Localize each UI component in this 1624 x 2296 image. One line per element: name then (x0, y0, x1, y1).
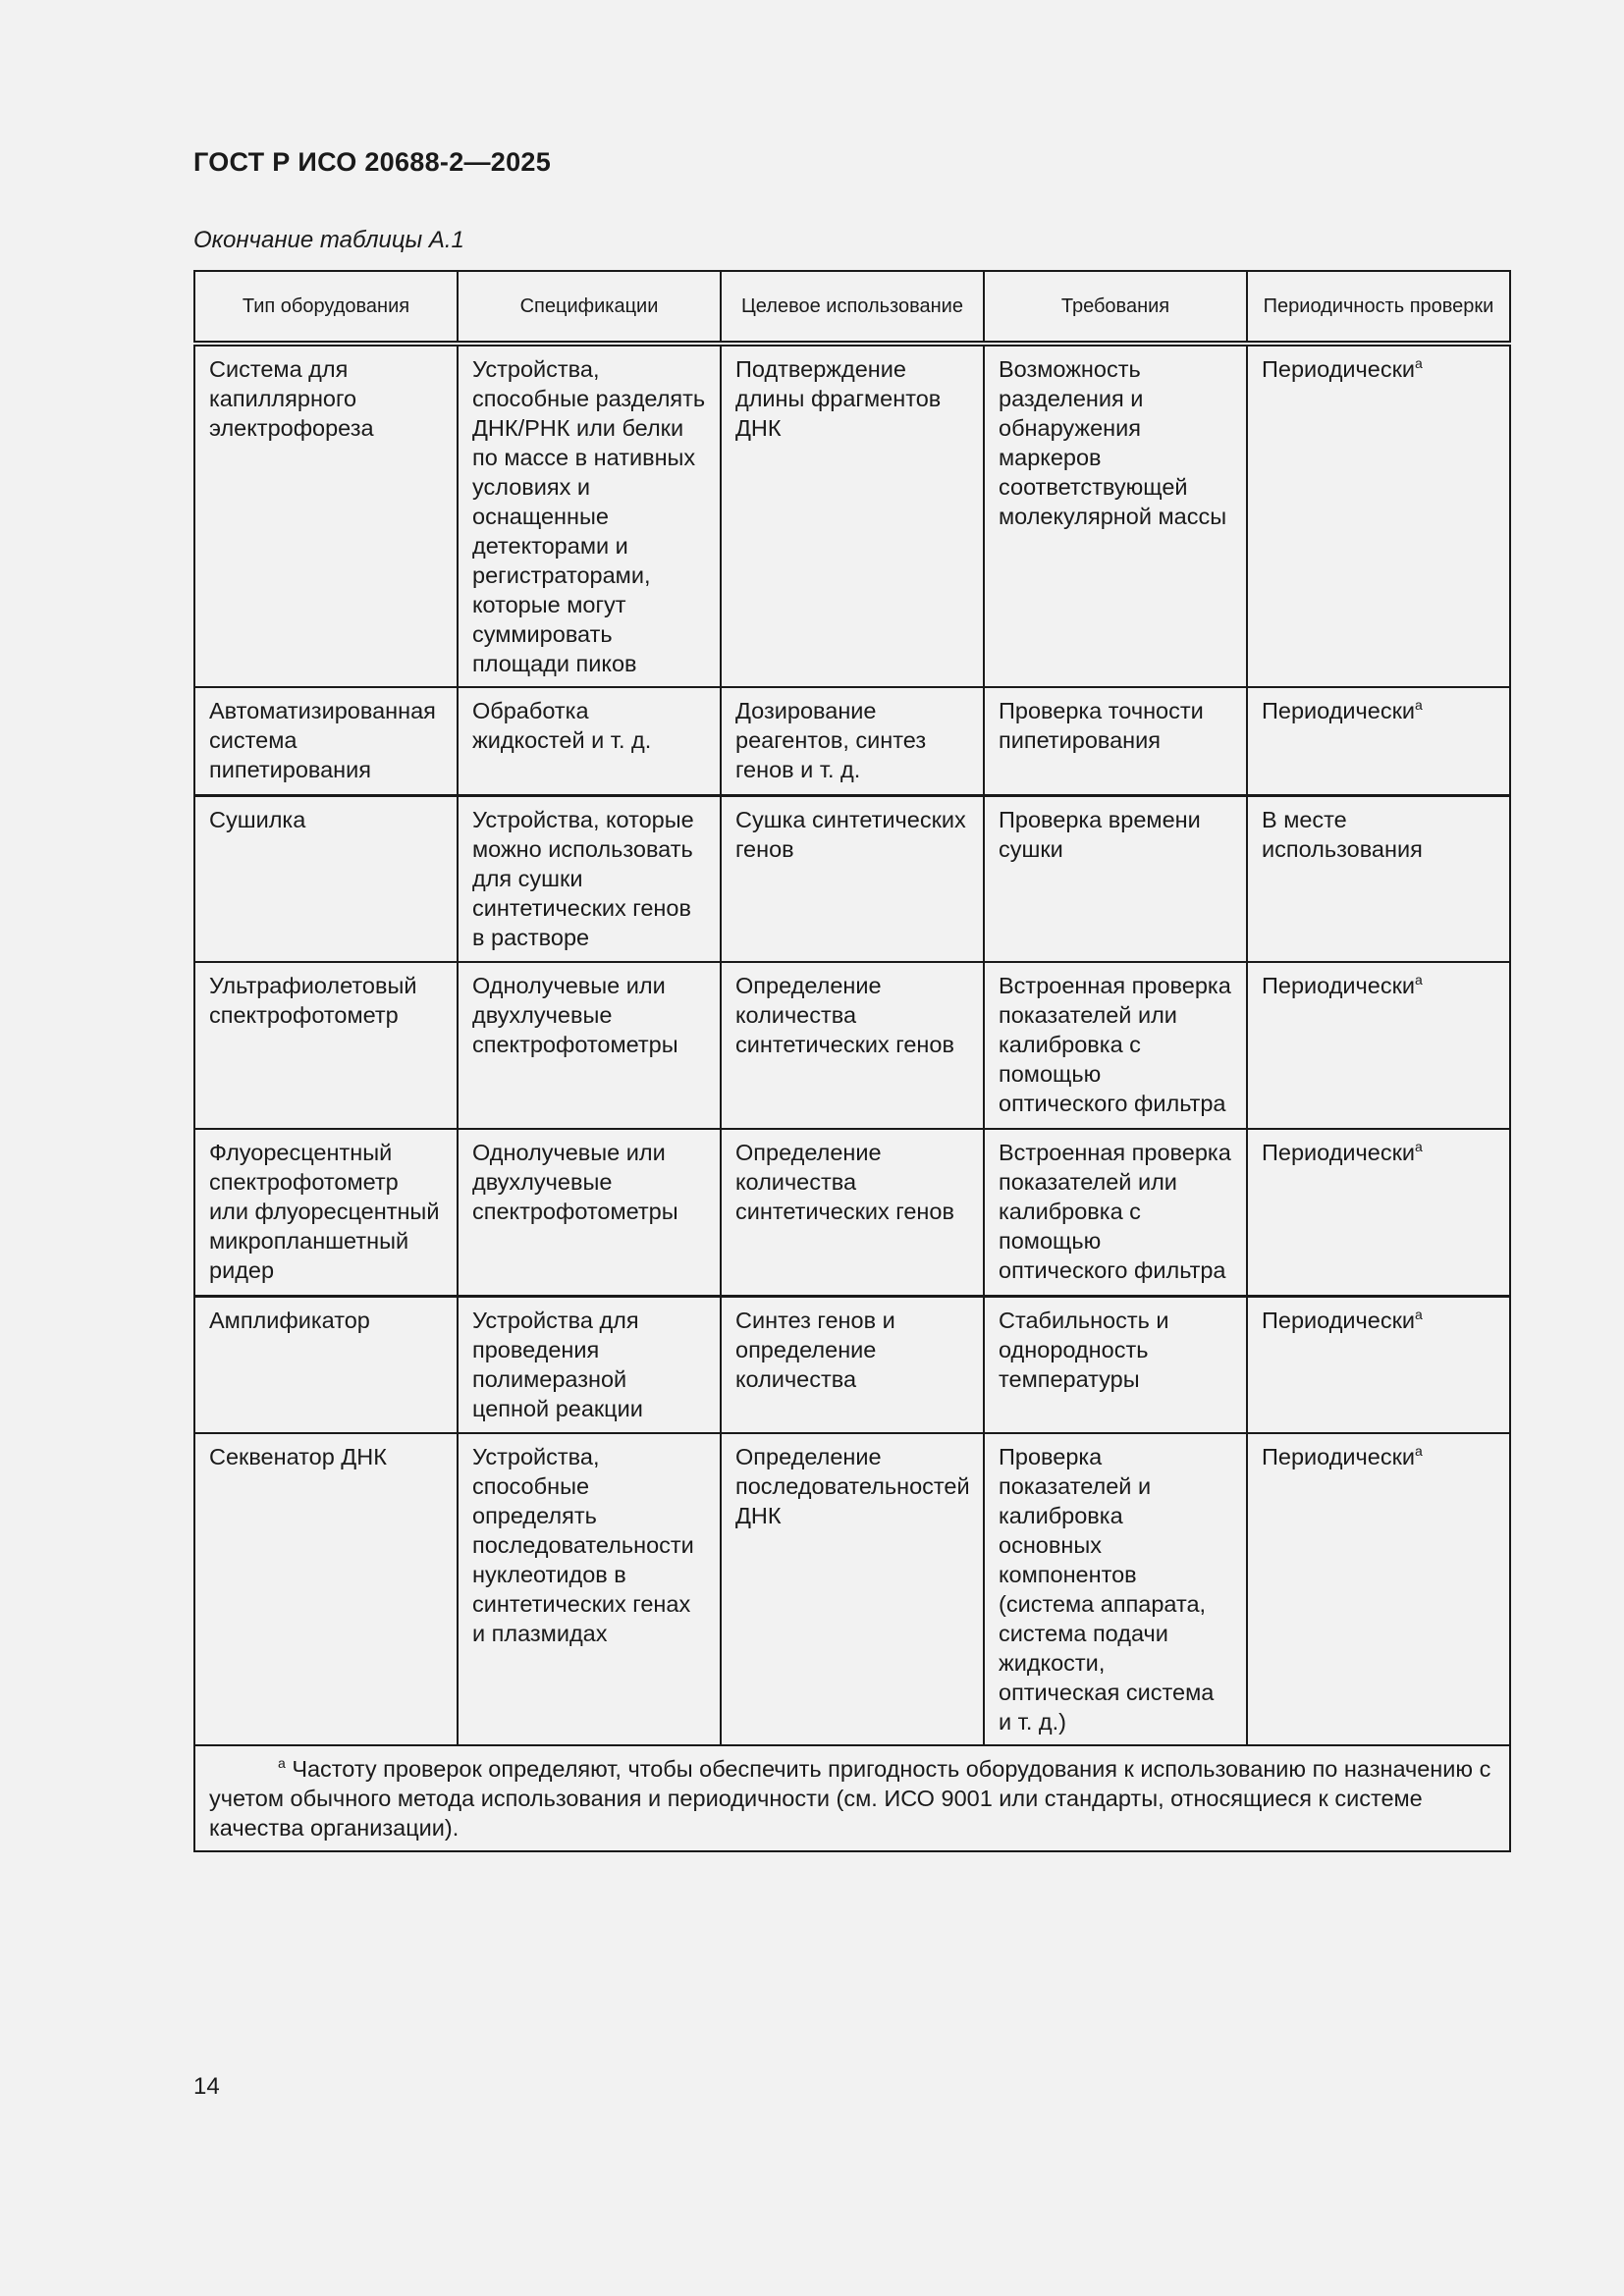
requirements-cell: Проверка точности пипетирования (984, 687, 1247, 795)
footnote-ref: a (1415, 355, 1423, 371)
specifications-cell: Устройства, способные разделять ДНК/РНК или белки по массе в нативных условиях и оснащенные детекторами и регистраторами, которые могут суммировать площади пиков (458, 344, 721, 687)
footnote-mark: a (278, 1755, 286, 1771)
check-frequency-cell (1247, 962, 1510, 1129)
equipment-type-cell: Флуоресцентный спектрофотометр или флуоресцентный микропланшетный ридер (194, 1129, 458, 1296)
footnote-text: Частоту проверок определяют, чтобы обеспечить пригодность оборудования к использованию по назначению с учетом обычного метода использования и периодичности (см. ИСО 9001 или стандарты, относящиеся к системе качества организации). (209, 1756, 1491, 1841)
specifications-cell: Однолучевые или двухлучевые спектрофотометры (458, 962, 721, 1129)
specifications-cell: Однолучевые или двухлучевые спектрофотометры (458, 1129, 721, 1296)
equipment-type-cell: Амплификатор (194, 1296, 458, 1433)
frequency-text: Периодически (1262, 698, 1416, 723)
equipment-type-cell: Секвенатор ДНК (194, 1433, 458, 1745)
table-row (194, 962, 1510, 1129)
equipment-type-cell: Система для капиллярного электрофореза (194, 344, 458, 687)
check-frequency-cell (1247, 1433, 1510, 1745)
table-footnote (194, 1745, 1510, 1851)
column-header: Периодичность проверки (1247, 271, 1510, 344)
intended-use-cell: Подтверждение длины фрагментов ДНК (721, 344, 984, 687)
column-header: Тип оборудования (194, 271, 458, 344)
intended-use-cell: Сушка синтетических генов (721, 795, 984, 962)
check-frequency-cell (1247, 795, 1510, 962)
frequency-text: Периодически (1262, 973, 1416, 998)
specifications-cell: Устройства для проведения полимеразной цепной реакции (458, 1296, 721, 1433)
column-header: Требования (984, 271, 1247, 344)
table-row (194, 795, 1510, 962)
footnote-ref: a (1415, 1139, 1423, 1154)
intended-use-cell: Определение количества синтетических генов (721, 1129, 984, 1296)
requirements-cell: Встроенная проверка показателей или калибровка с помощью оптического фильтра (984, 962, 1247, 1129)
check-frequency-cell (1247, 687, 1510, 795)
intended-use-cell: Определение последовательностей ДНК (721, 1433, 984, 1745)
column-header: Целевое использование (721, 271, 984, 344)
table-row (194, 1296, 1510, 1433)
check-frequency-cell (1247, 1129, 1510, 1296)
requirements-cell: Стабильность и однородность температуры (984, 1296, 1247, 1433)
frequency-text: Периодически (1262, 356, 1416, 382)
table-row (194, 344, 1510, 687)
specifications-cell: Устройства, способные определять последовательности нуклеотидов в синтетических генах и плазмидах (458, 1433, 721, 1745)
frequency-text: Периодически (1262, 1140, 1416, 1165)
table-row (194, 687, 1510, 795)
intended-use-cell: Дозирование реагентов, синтез генов и т. д. (721, 687, 984, 795)
frequency-text: В месте использования (1262, 806, 1423, 862)
footnote-ref: a (1415, 972, 1423, 988)
column-header: Спецификации (458, 271, 721, 344)
intended-use-cell: Синтез генов и определение количества (721, 1296, 984, 1433)
intended-use-cell: Определение количества синтетических генов (721, 962, 984, 1129)
footnote-ref: a (1415, 1306, 1423, 1322)
table-row (194, 1433, 1510, 1745)
footnote-ref: a (1415, 697, 1423, 713)
equipment-type-cell: Ультрафиолетовый спектрофотометр (194, 962, 458, 1129)
requirements-cell: Встроенная проверка показателей или калибровка с помощью оптического фильтра (984, 1129, 1247, 1296)
check-frequency-cell (1247, 344, 1510, 687)
document-code: ГОСТ Р ИСО 20688-2—2025 (193, 147, 552, 177)
frequency-text: Периодически (1262, 1307, 1416, 1333)
equipment-type-cell: Автоматизированная система пипетирования (194, 687, 458, 795)
page-number: 14 (193, 2073, 220, 2100)
requirements-cell: Проверка показателей и калибровка основных компонентов (система аппарата, система подачи жидкости, оптическая система и т. д.) (984, 1433, 1247, 1745)
specifications-cell: Устройства, которые можно использовать для сушки синтетических генов в растворе (458, 795, 721, 962)
table-header-row (194, 271, 1510, 344)
equipment-table (193, 270, 1511, 1852)
specifications-cell: Обработка жидкостей и т. д. (458, 687, 721, 795)
table-caption: Окончание таблицы А.1 (193, 227, 464, 253)
equipment-type-cell: Сушилка (194, 795, 458, 962)
table-row (194, 1129, 1510, 1296)
requirements-cell: Возможность разделения и обнаружения маркеров соответствующей молекулярной массы (984, 344, 1247, 687)
frequency-text: Периодически (1262, 1444, 1416, 1469)
check-frequency-cell (1247, 1296, 1510, 1433)
footnote-row (194, 1745, 1510, 1851)
requirements-cell: Проверка времени сушки (984, 795, 1247, 962)
footnote-ref: a (1415, 1443, 1423, 1459)
